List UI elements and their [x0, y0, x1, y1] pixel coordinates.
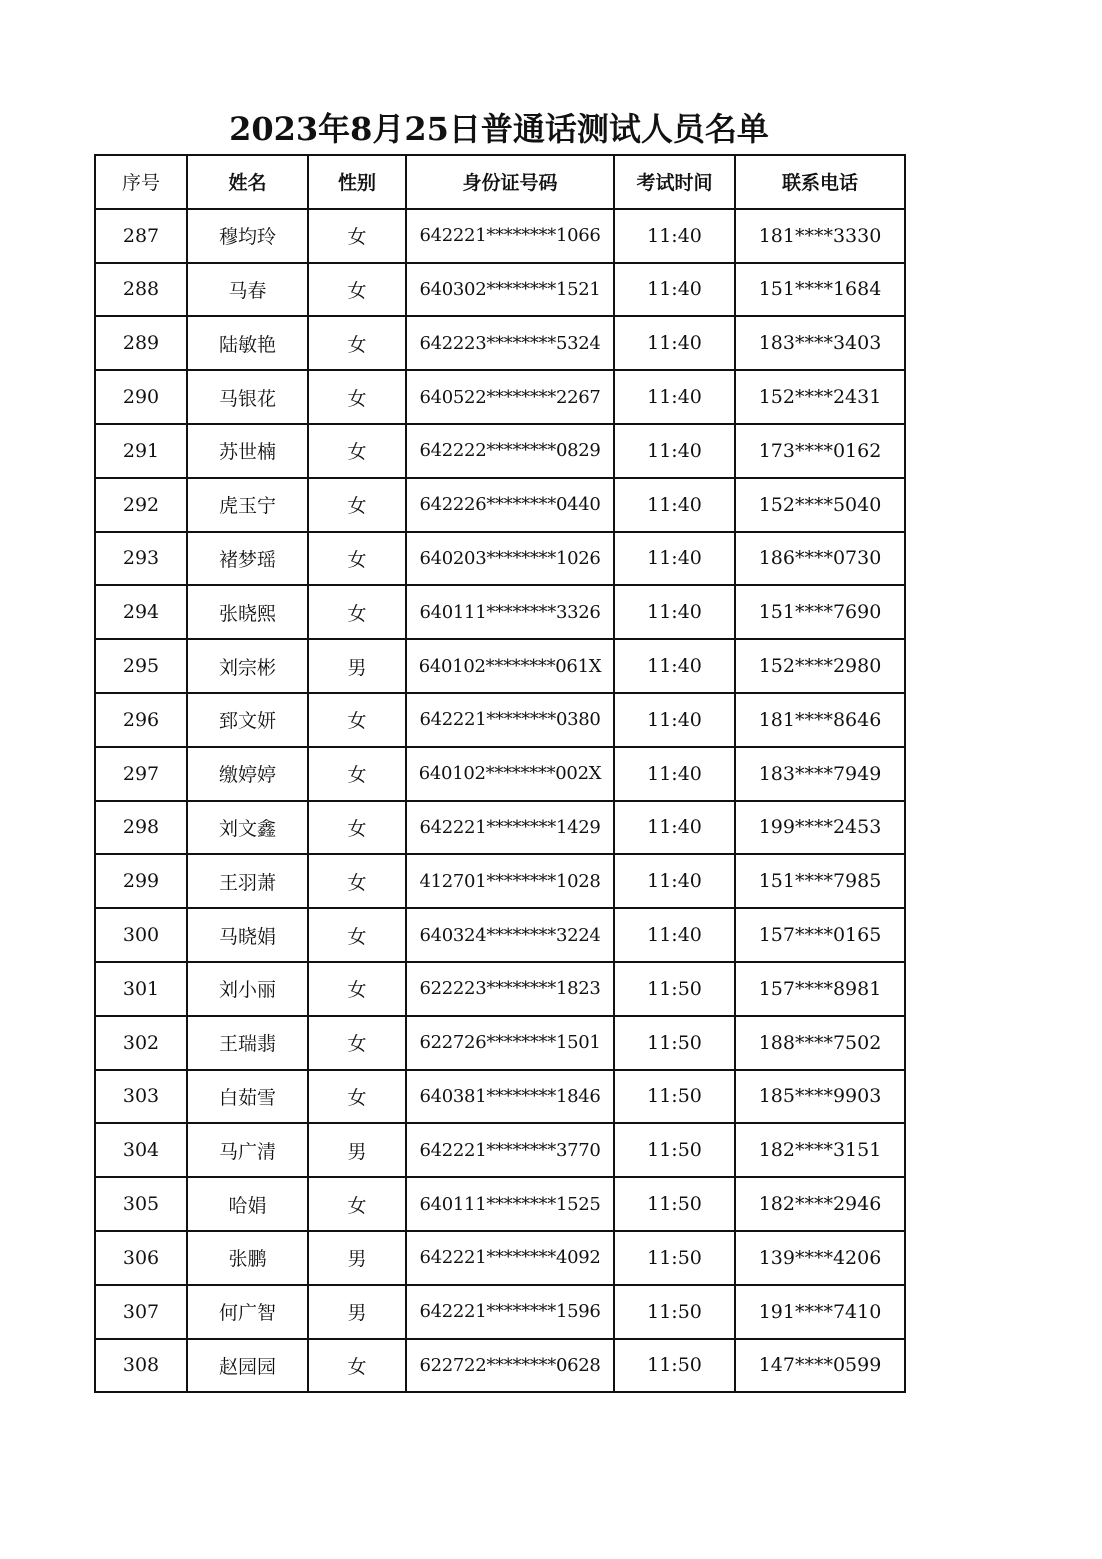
- cell-exam-time: 11:50: [614, 1177, 735, 1231]
- roster-table: [94, 154, 906, 1393]
- table-row: [95, 585, 905, 639]
- table-row: [95, 962, 905, 1016]
- cell-id-number: 642221********4092: [406, 1231, 614, 1285]
- cell-id-number: 642221********1066: [406, 209, 614, 263]
- cell-phone: 173****0162: [735, 424, 905, 478]
- cell-exam-time: 11:40: [614, 316, 735, 370]
- cell-name: 哈娟: [187, 1177, 308, 1231]
- table-row: [95, 1016, 905, 1070]
- cell-exam-time: 11:40: [614, 854, 735, 908]
- cell-gender: 男: [308, 639, 406, 693]
- cell-phone: 185****9903: [735, 1070, 905, 1124]
- column-header-gender: 性别: [308, 155, 406, 209]
- cell-id-number: 640522********2267: [406, 370, 614, 424]
- cell-id-number: 642222********0829: [406, 424, 614, 478]
- cell-exam-time: 11:40: [614, 478, 735, 532]
- cell-name: 马银花: [187, 370, 308, 424]
- cell-exam-time: 11:40: [614, 424, 735, 478]
- column-header-seq: 序号: [95, 155, 187, 209]
- cell-name: 赵园园: [187, 1339, 308, 1393]
- cell-phone: 191****7410: [735, 1285, 905, 1339]
- cell-id-number: 642226********0440: [406, 478, 614, 532]
- cell-exam-time: 11:50: [614, 1339, 735, 1393]
- column-header-exam-time: 考试时间: [614, 155, 735, 209]
- cell-seq: 292: [95, 478, 187, 532]
- table-row: [95, 1070, 905, 1124]
- cell-name: 何广智: [187, 1285, 308, 1339]
- cell-exam-time: 11:40: [614, 370, 735, 424]
- cell-phone: 152****5040: [735, 478, 905, 532]
- cell-seq: 300: [95, 908, 187, 962]
- table-body: [95, 209, 905, 1393]
- table-row: [95, 801, 905, 855]
- cell-phone: 151****7985: [735, 854, 905, 908]
- cell-id-number: 622223********1823: [406, 962, 614, 1016]
- cell-phone: 199****2453: [735, 801, 905, 855]
- cell-id-number: 642221********3770: [406, 1123, 614, 1177]
- cell-seq: 305: [95, 1177, 187, 1231]
- table-row: [95, 1177, 905, 1231]
- table-row: [95, 747, 905, 801]
- cell-id-number: 642221********0380: [406, 693, 614, 747]
- cell-phone: 151****1684: [735, 263, 905, 317]
- cell-gender: 女: [308, 370, 406, 424]
- cell-name: 王瑞翡: [187, 1016, 308, 1070]
- cell-id-number: 622726********1501: [406, 1016, 614, 1070]
- table-row: [95, 263, 905, 317]
- cell-name: 陆敏艳: [187, 316, 308, 370]
- cell-phone: 181****8646: [735, 693, 905, 747]
- cell-seq: 301: [95, 962, 187, 1016]
- cell-id-number: 640102********002X: [406, 747, 614, 801]
- table-row: [95, 209, 905, 263]
- table-row: [95, 908, 905, 962]
- cell-phone: 188****7502: [735, 1016, 905, 1070]
- cell-name: 缴婷婷: [187, 747, 308, 801]
- cell-gender: 女: [308, 1177, 406, 1231]
- cell-exam-time: 11:50: [614, 1231, 735, 1285]
- cell-phone: 182****2946: [735, 1177, 905, 1231]
- table-row: [95, 1231, 905, 1285]
- cell-seq: 303: [95, 1070, 187, 1124]
- cell-phone: 183****3403: [735, 316, 905, 370]
- cell-gender: 女: [308, 585, 406, 639]
- table-row: [95, 424, 905, 478]
- cell-exam-time: 11:40: [614, 532, 735, 586]
- cell-name: 刘宗彬: [187, 639, 308, 693]
- cell-exam-time: 11:50: [614, 1285, 735, 1339]
- cell-gender: 女: [308, 854, 406, 908]
- table-row: [95, 854, 905, 908]
- cell-gender: 女: [308, 693, 406, 747]
- cell-exam-time: 11:50: [614, 962, 735, 1016]
- cell-gender: 男: [308, 1285, 406, 1339]
- cell-gender: 女: [308, 1016, 406, 1070]
- cell-gender: 女: [308, 801, 406, 855]
- cell-phone: 139****4206: [735, 1231, 905, 1285]
- cell-phone: 157****0165: [735, 908, 905, 962]
- cell-name: 马晓娟: [187, 908, 308, 962]
- cell-name: 王羽萧: [187, 854, 308, 908]
- cell-name: 褚梦瑶: [187, 532, 308, 586]
- cell-id-number: 640381********1846: [406, 1070, 614, 1124]
- cell-seq: 288: [95, 263, 187, 317]
- cell-seq: 298: [95, 801, 187, 855]
- cell-gender: 女: [308, 1070, 406, 1124]
- cell-phone: 152****2431: [735, 370, 905, 424]
- cell-name: 马春: [187, 263, 308, 317]
- cell-phone: 181****3330: [735, 209, 905, 263]
- cell-phone: 152****2980: [735, 639, 905, 693]
- cell-exam-time: 11:40: [614, 693, 735, 747]
- column-header-id-number: 身份证号码: [406, 155, 614, 209]
- cell-gender: 女: [308, 424, 406, 478]
- cell-seq: 296: [95, 693, 187, 747]
- cell-id-number: 640324********3224: [406, 908, 614, 962]
- cell-id-number: 622722********0628: [406, 1339, 614, 1393]
- cell-name: 郅文妍: [187, 693, 308, 747]
- table-row: [95, 532, 905, 586]
- cell-id-number: 640102********061X: [406, 639, 614, 693]
- table-row: [95, 478, 905, 532]
- cell-exam-time: 11:40: [614, 209, 735, 263]
- cell-gender: 女: [308, 478, 406, 532]
- table-row: [95, 639, 905, 693]
- cell-name: 张晓熙: [187, 585, 308, 639]
- cell-seq: 290: [95, 370, 187, 424]
- cell-id-number: 412701********1028: [406, 854, 614, 908]
- cell-id-number: 642221********1596: [406, 1285, 614, 1339]
- cell-seq: 302: [95, 1016, 187, 1070]
- table-row: [95, 316, 905, 370]
- cell-seq: 291: [95, 424, 187, 478]
- page-title: 2023年8月25日普通话测试人员名单: [229, 110, 769, 148]
- cell-id-number: 640203********1026: [406, 532, 614, 586]
- cell-seq: 293: [95, 532, 187, 586]
- cell-phone: 182****3151: [735, 1123, 905, 1177]
- cell-seq: 308: [95, 1339, 187, 1393]
- cell-name: 张鹏: [187, 1231, 308, 1285]
- cell-gender: 女: [308, 263, 406, 317]
- cell-exam-time: 11:40: [614, 263, 735, 317]
- cell-name: 苏世楠: [187, 424, 308, 478]
- cell-gender: 女: [308, 1339, 406, 1393]
- cell-name: 刘小丽: [187, 962, 308, 1016]
- cell-exam-time: 11:40: [614, 908, 735, 962]
- cell-name: 白茹雪: [187, 1070, 308, 1124]
- cell-seq: 295: [95, 639, 187, 693]
- cell-gender: 女: [308, 316, 406, 370]
- cell-exam-time: 11:50: [614, 1016, 735, 1070]
- cell-seq: 306: [95, 1231, 187, 1285]
- cell-gender: 男: [308, 1231, 406, 1285]
- table-row: [95, 693, 905, 747]
- cell-phone: 147****0599: [735, 1339, 905, 1393]
- cell-seq: 294: [95, 585, 187, 639]
- column-header-name: 姓名: [187, 155, 308, 209]
- cell-id-number: 642223********5324: [406, 316, 614, 370]
- table-row: [95, 370, 905, 424]
- cell-gender: 女: [308, 747, 406, 801]
- cell-id-number: 640302********1521: [406, 263, 614, 317]
- cell-name: 虎玉宁: [187, 478, 308, 532]
- cell-gender: 女: [308, 908, 406, 962]
- cell-exam-time: 11:40: [614, 639, 735, 693]
- cell-id-number: 642221********1429: [406, 801, 614, 855]
- cell-seq: 289: [95, 316, 187, 370]
- cell-gender: 女: [308, 209, 406, 263]
- table-header-row: [95, 155, 905, 209]
- cell-exam-time: 11:40: [614, 585, 735, 639]
- cell-gender: 女: [308, 532, 406, 586]
- cell-exam-time: 11:40: [614, 801, 735, 855]
- cell-seq: 287: [95, 209, 187, 263]
- cell-name: 穆均玲: [187, 209, 308, 263]
- cell-seq: 299: [95, 854, 187, 908]
- cell-exam-time: 11:40: [614, 747, 735, 801]
- cell-id-number: 640111********1525: [406, 1177, 614, 1231]
- table-row: [95, 1123, 905, 1177]
- cell-id-number: 640111********3326: [406, 585, 614, 639]
- cell-phone: 186****0730: [735, 532, 905, 586]
- cell-seq: 307: [95, 1285, 187, 1339]
- column-header-phone: 联系电话: [735, 155, 905, 209]
- cell-seq: 297: [95, 747, 187, 801]
- cell-exam-time: 11:50: [614, 1123, 735, 1177]
- table-row: [95, 1339, 905, 1393]
- cell-gender: 女: [308, 962, 406, 1016]
- cell-exam-time: 11:50: [614, 1070, 735, 1124]
- cell-phone: 183****7949: [735, 747, 905, 801]
- cell-seq: 304: [95, 1123, 187, 1177]
- cell-phone: 151****7690: [735, 585, 905, 639]
- cell-name: 马广清: [187, 1123, 308, 1177]
- cell-name: 刘文鑫: [187, 801, 308, 855]
- table-row: [95, 1285, 905, 1339]
- cell-gender: 男: [308, 1123, 406, 1177]
- cell-phone: 157****8981: [735, 962, 905, 1016]
